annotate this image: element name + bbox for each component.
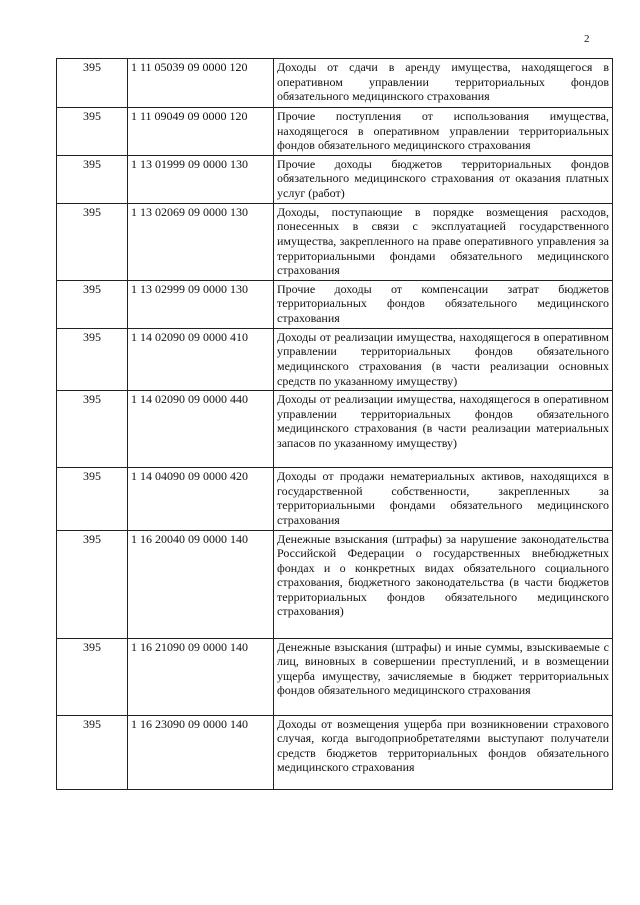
revenue-name-cell: Прочие доходы бюджетов территориальных фондов обязательного медицинского страхования от оказания платных услуг (работ) [274, 155, 613, 203]
table-row [57, 108, 613, 156]
budget-code-cell: 1 13 02069 09 0000 130 [128, 203, 274, 280]
table-row [57, 715, 613, 789]
table-row [57, 638, 613, 715]
budget-code-cell: 1 13 01999 09 0000 130 [128, 155, 274, 203]
admin-code-cell: 395 [57, 715, 128, 789]
revenue-name-cell: Доходы от реализации имущества, находящегося в оперативном управлении территориальных фондов обязательного медицинского страхования (в части реализации основных средств по указанному имуществу) [274, 328, 613, 390]
admin-code-cell: 395 [57, 328, 128, 390]
budget-code-cell: 1 14 04090 09 0000 420 [128, 468, 274, 530]
revenue-name-cell: Прочие доходы от компенсации затрат бюджетов территориальных фондов обязательного медицинского страхования [274, 280, 613, 328]
table-row [57, 328, 613, 390]
revenue-name-cell: Доходы, поступающие в порядке возмещения расходов, понесенных в связи с эксплуатацией государственного имущества, закрепленного на праве оперативного управления за территориальными фондами обязательного медицинского страхования [274, 203, 613, 280]
table-row [57, 59, 613, 108]
table-row [57, 203, 613, 280]
page-number: 2 [584, 33, 590, 45]
revenue-name-cell: Денежные взыскания (штрафы) и иные суммы, взыскиваемые с лиц, виновных в совершении преступлений, и в возмещении ущерба имуществу, зачисляемые в бюджет территориальных фондов обязательного медицинского страхования [274, 638, 613, 715]
admin-code-cell: 395 [57, 638, 128, 715]
revenue-name-cell: Доходы от продажи нематериальных активов, находящихся в государственной собственности, закрепленных за территориальными фондами обязательного медицинского страхования [274, 468, 613, 530]
revenue-name-cell: Прочие поступления от использования имущества, находящегося в оперативном управлении территориальных фондов обязательного медицинского страхования [274, 108, 613, 156]
admin-code-cell: 395 [57, 108, 128, 156]
revenue-name-cell: Денежные взыскания (штрафы) за нарушение законодательства Российской Федерации о государственных внебюджетных фондах и о конкретных видах обязательного социального страхования, бюджетного законодательства (в части бюджетов территориальных фондов обязательного медицинского страхования) [274, 530, 613, 638]
revenue-codes-table [56, 58, 613, 790]
table-row [57, 155, 613, 203]
table-row [57, 391, 613, 468]
admin-code-cell: 395 [57, 280, 128, 328]
admin-code-cell: 395 [57, 468, 128, 530]
revenue-name-cell: Доходы от сдачи в аренду имущества, находящегося в оперативном управлении территориальных фондов обязательного медицинского страхования [274, 59, 613, 108]
table-row [57, 468, 613, 530]
budget-code-cell: 1 16 21090 09 0000 140 [128, 638, 274, 715]
budget-code-cell: 1 11 05039 09 0000 120 [128, 59, 274, 108]
admin-code-cell: 395 [57, 155, 128, 203]
budget-code-cell: 1 14 02090 09 0000 440 [128, 391, 274, 468]
budget-code-cell: 1 16 23090 09 0000 140 [128, 715, 274, 789]
table-row [57, 280, 613, 328]
budget-code-cell: 1 14 02090 09 0000 410 [128, 328, 274, 390]
budget-code-cell: 1 11 09049 09 0000 120 [128, 108, 274, 156]
admin-code-cell: 395 [57, 391, 128, 468]
budget-code-cell: 1 13 02999 09 0000 130 [128, 280, 274, 328]
admin-code-cell: 395 [57, 530, 128, 638]
table-row [57, 530, 613, 638]
admin-code-cell: 395 [57, 59, 128, 108]
revenue-name-cell: Доходы от возмещения ущерба при возникновении страхового случая, когда выгодоприобретателями выступают получатели средств бюджетов территориальных фондов обязательного медицинского страхования [274, 715, 613, 789]
revenue-name-cell: Доходы от реализации имущества, находящегося в оперативном управлении территориальных фондов обязательного медицинского страхования (в части реализации материальных запасов по указанному имуществу) [274, 391, 613, 468]
budget-code-cell: 1 16 20040 09 0000 140 [128, 530, 274, 638]
admin-code-cell: 395 [57, 203, 128, 280]
